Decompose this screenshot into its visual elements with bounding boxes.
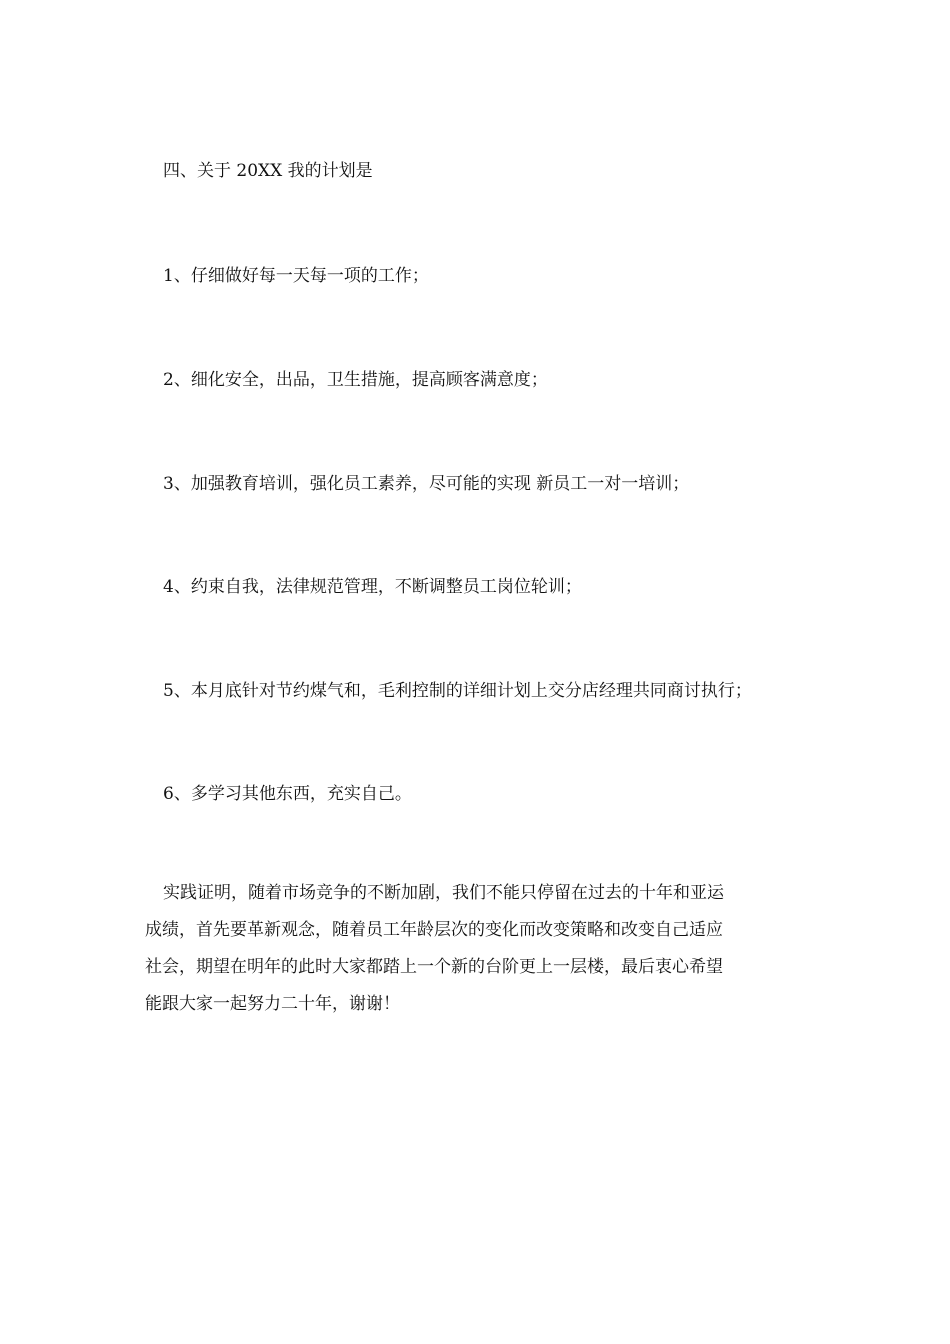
plan-item-3: 3、加强教育培训，强化员工素养，尽可能的实现 新员工一对一培训； xyxy=(163,474,690,494)
plan-item-2: 2、细化安全，出品，卫生措施，提高顾客满意度； xyxy=(163,370,548,390)
plan-item-4: 4、约束自我，法律规范管理，不断调整员工岗位轮训； xyxy=(163,577,582,597)
closing-line-3: 社会，期望在明年的此时大家都踏上一个新的台阶更上一层楼，最后衷心希望 xyxy=(145,957,723,977)
plan-item-1: 1、仔细做好每一天每一项的工作； xyxy=(163,266,429,286)
closing-paragraph xyxy=(145,882,815,1030)
closing-line-4: 能跟大家一起努力二十年，谢谢！ xyxy=(145,994,400,1014)
closing-line-2: 成绩，首先要革新观念，随着员工年龄层次的变化而改变策略和改变自己适应 xyxy=(145,920,723,940)
plan-item-5: 5、本月底针对节约煤气和，毛利控制的详细计划上交分店经理共同商讨执行； xyxy=(163,681,752,701)
closing-line-1: 实践证明，随着市场竞争的不断加剧，我们不能只停留在过去的十年和亚运 xyxy=(163,883,724,903)
plan-item-6: 6、多学习其他东西，充实自己。 xyxy=(163,784,412,804)
section-heading: 四、关于 20XX 我的计划是 xyxy=(163,161,373,181)
